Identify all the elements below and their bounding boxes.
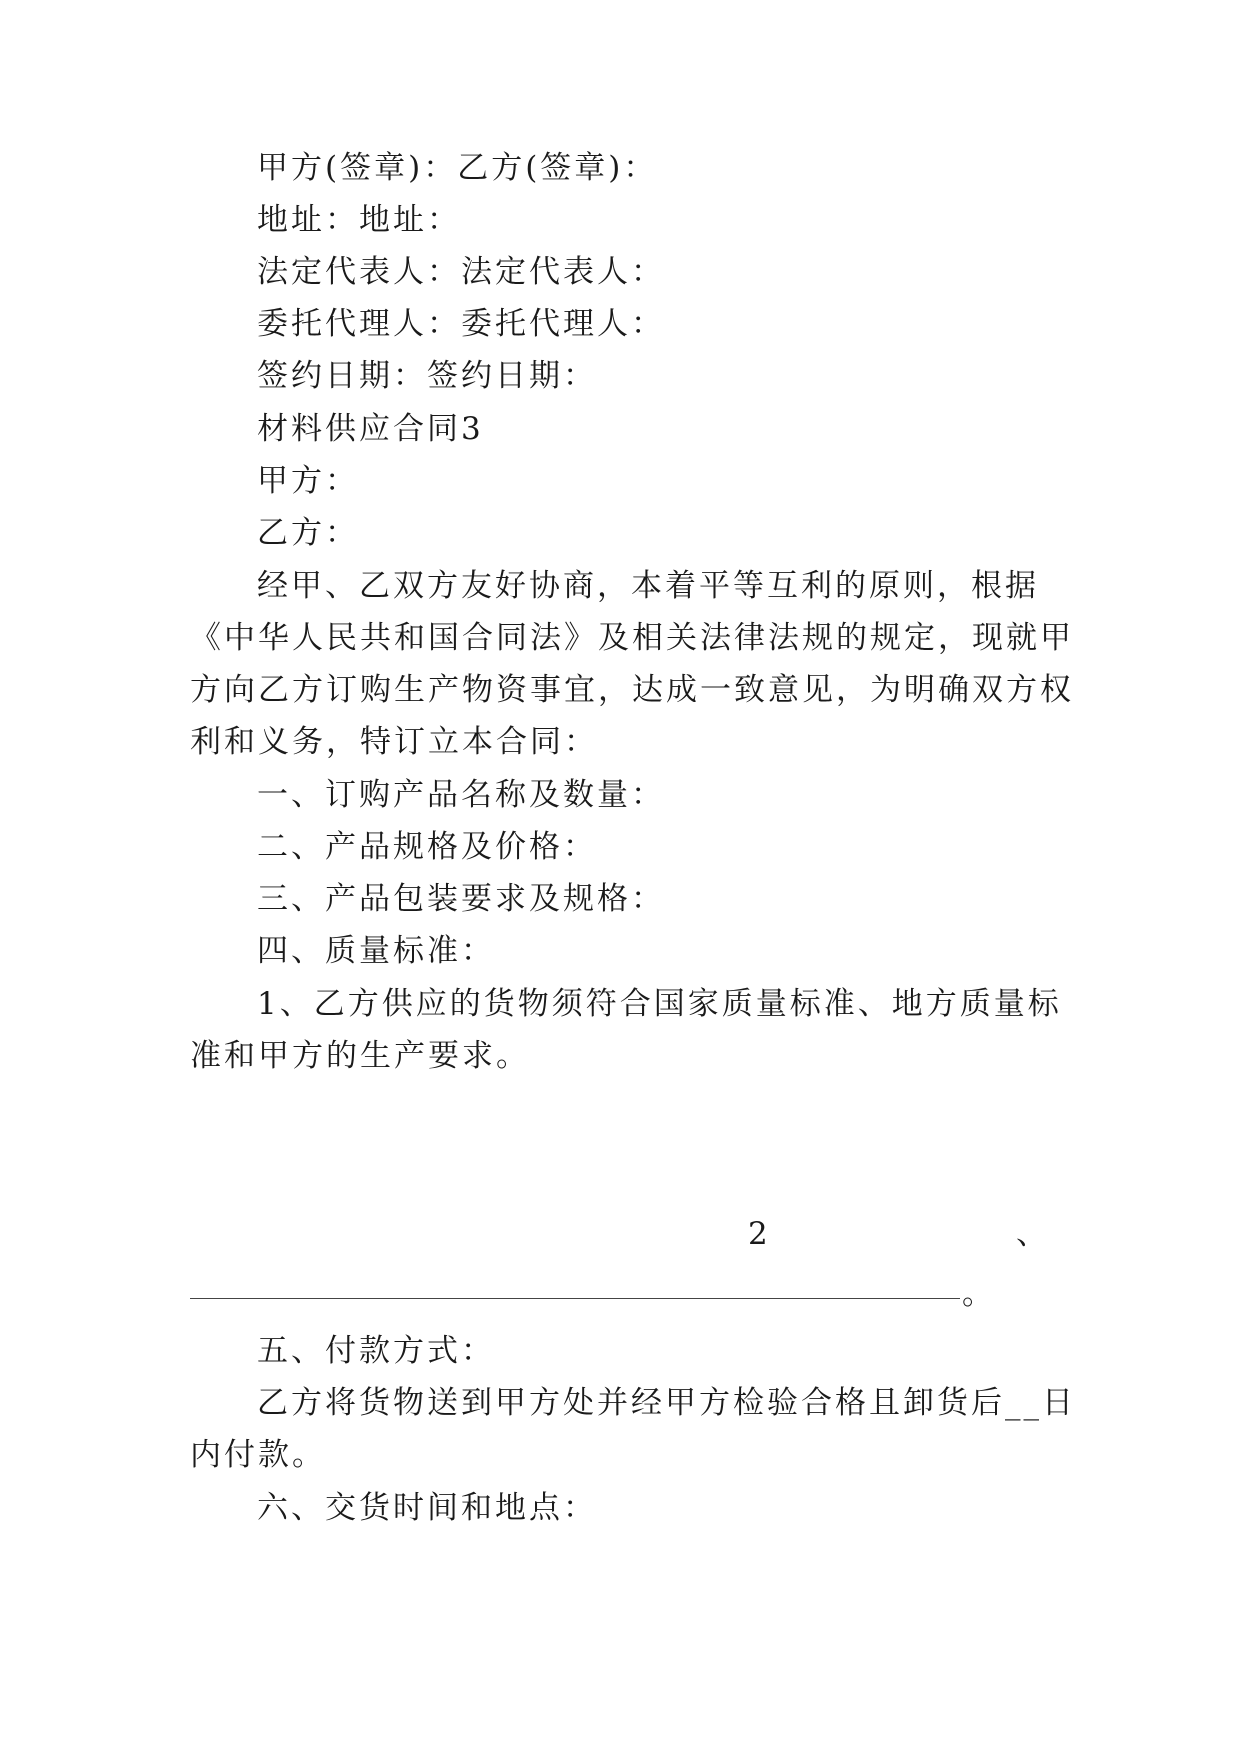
party-b-label: 乙方： [257, 515, 359, 551]
quality-item-1-line-2: 准和甲方的生产要求。 [190, 1038, 530, 1074]
preamble-line-3: 方向乙方订购生产物资事宜，达成一致意见，为明确双方权 [190, 672, 1074, 708]
party-a-label: 甲方： [257, 463, 359, 499]
section-heading-4: 四、质量标准： [257, 933, 495, 969]
signature-line-agent: 委托代理人：委托代理人： [257, 306, 665, 342]
fill-in-underline [190, 1298, 960, 1299]
quality-item-2-separator: 、 [1016, 1216, 1047, 1252]
fill-in-period: 。 [962, 1276, 993, 1312]
section-heading-6: 六、交货时间和地点： [257, 1490, 597, 1526]
section-heading-1: 一、订购产品名称及数量： [257, 777, 665, 813]
signature-line-legal-rep: 法定代表人：法定代表人： [257, 254, 665, 290]
quality-item-2-number: 2 [748, 1216, 768, 1252]
preamble-line-4: 利和义务，特订立本合同： [190, 724, 598, 760]
section-heading-2: 二、产品规格及价格： [257, 829, 597, 865]
section-heading-3: 三、产品包装要求及规格： [257, 881, 665, 917]
payment-text-line-2: 内付款。 [190, 1437, 326, 1473]
section-heading-5: 五、付款方式： [257, 1333, 495, 1369]
contract-title: 材料供应合同3 [257, 411, 484, 447]
signature-line-party: 甲方(签章)：乙方(签章)： [257, 150, 658, 186]
payment-text-line-1: 乙方将货物送到甲方处并经甲方检验合格且卸货后__日 [257, 1385, 1076, 1421]
signature-line-address: 地址：地址： [257, 202, 461, 238]
signature-line-date: 签约日期：签约日期： [257, 358, 597, 394]
preamble-line-1: 经甲、乙双方友好协商，本着平等互利的原则，根据 [257, 568, 1039, 604]
quality-item-1-line-1: 1、乙方供应的货物须符合国家质量标准、地方质量标 [257, 986, 1062, 1022]
preamble-line-2: 《中华人民共和国合同法》及相关法律法规的规定，现就甲 [190, 620, 1074, 656]
fill-in-blank-row [190, 1274, 1050, 1314]
